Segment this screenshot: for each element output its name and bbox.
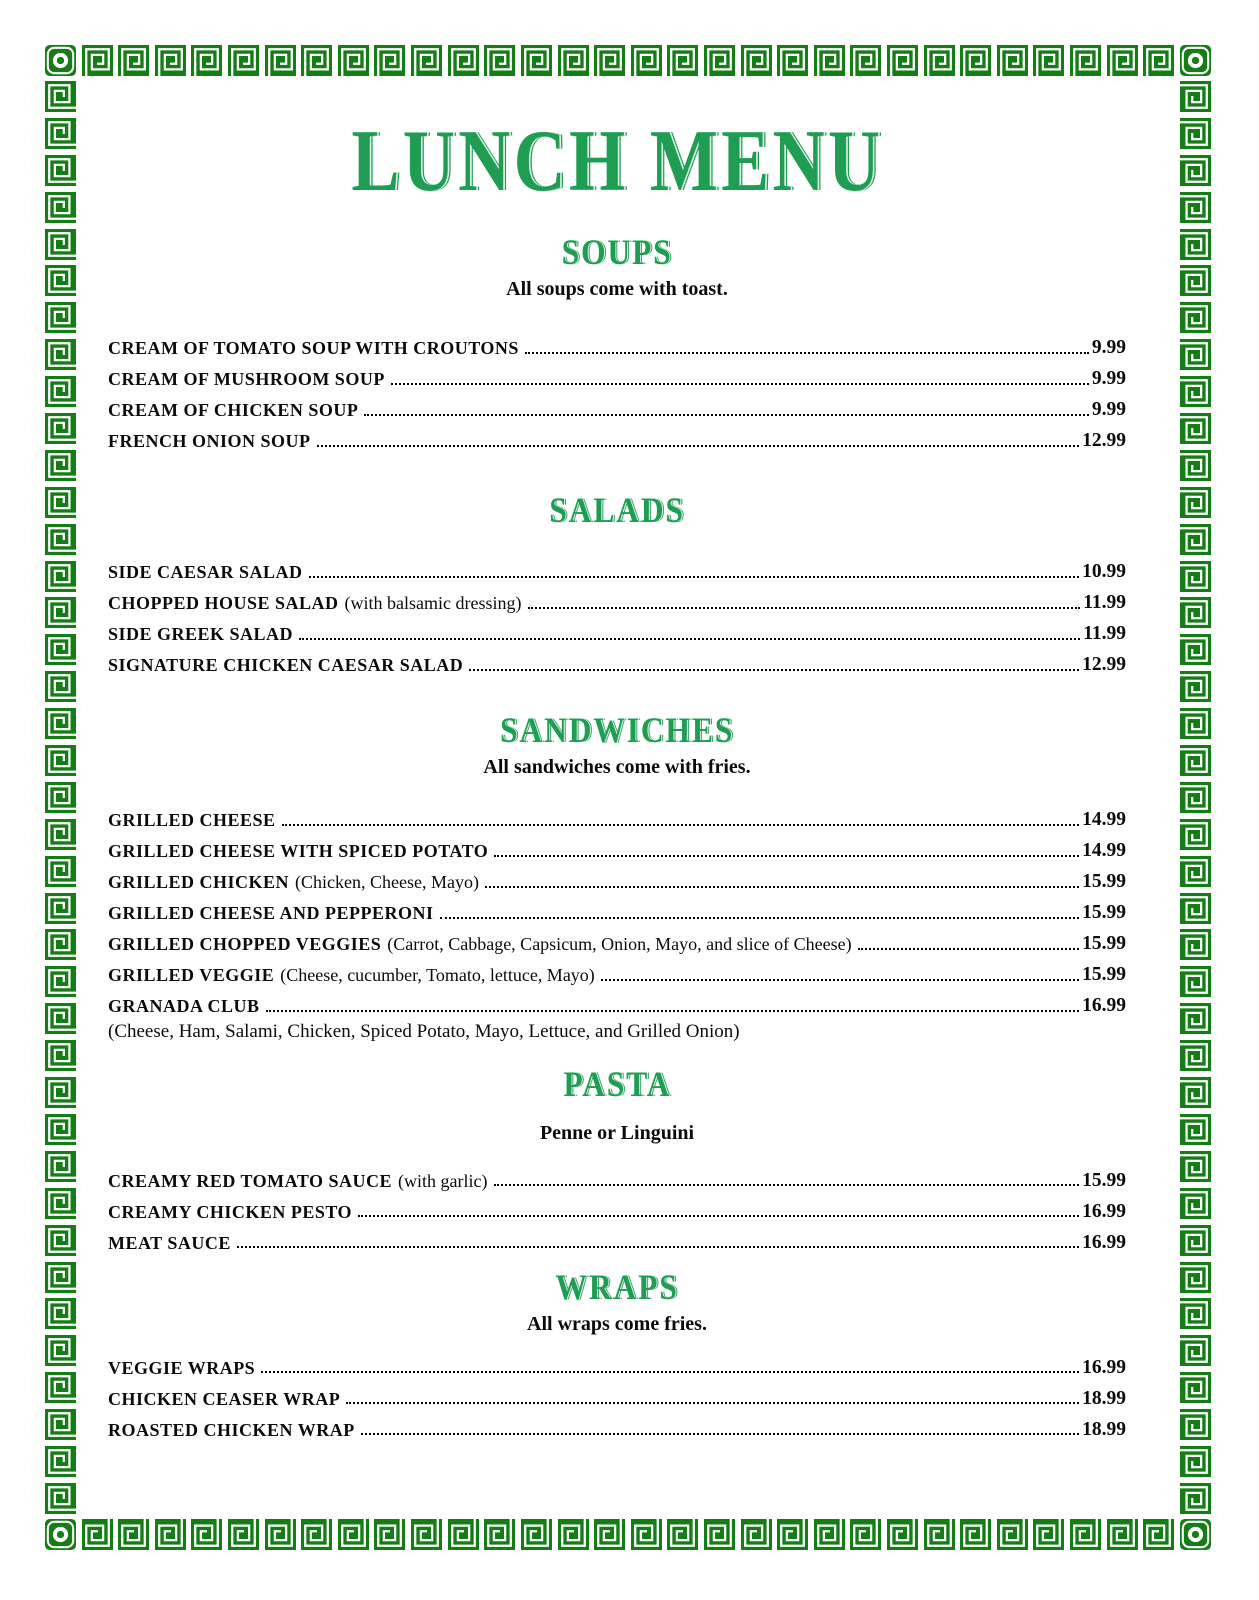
dotted-leader [299,638,1080,640]
menu-section [108,1066,1126,1253]
section-items [108,1347,1126,1440]
greek-key-tile [265,45,296,76]
item-price: 18.99 [1082,1418,1126,1440]
dotted-leader [469,669,1079,671]
greek-key-tile [887,1519,918,1550]
page-title-text: LUNCH MENU [351,113,883,210]
dotted-leader [317,445,1080,447]
greek-key-tile [521,45,552,76]
greek-key-tile [45,192,76,223]
menu-item-row [108,1347,1126,1378]
greek-key-tile [1180,708,1211,739]
dotted-leader [361,1433,1079,1435]
greek-key-tile [45,1483,76,1514]
greek-key-tile [228,45,259,76]
greek-key-tile [45,708,76,739]
item-name: CHOPPED HOUSE SALAD [108,592,339,613]
greek-key-tile [1180,819,1211,850]
item-name: VEGGIE WRAPS [108,1357,256,1378]
menu-item-row [108,862,1126,893]
greek-key-tile [1180,1151,1211,1182]
item-price: 11.99 [1083,592,1126,614]
menu-item-row [108,1222,1126,1253]
greek-key-tile [45,671,76,702]
dotted-leader [282,824,1080,826]
greek-key-tile [45,1225,76,1256]
border-right [1180,81,1211,1514]
greek-key-tile [45,1298,76,1329]
dotted-leader [528,607,1081,609]
greek-key-tile [1180,1372,1211,1403]
menu-item-row [108,1160,1126,1191]
menu-item-row [108,800,1126,831]
menu-item-row [108,614,1126,645]
greek-key-tile [45,1077,76,1108]
item-name: SIDE GREEK SALAD [108,623,294,644]
greek-key-tile [1070,1519,1101,1550]
dotted-leader [391,383,1089,385]
greek-key-tile [1180,1225,1211,1256]
border-top [45,45,1211,76]
menu-item-row [108,893,1126,924]
greek-key-tile [45,376,76,407]
greek-key-tile [1180,1298,1211,1329]
greek-key-tile [1180,1262,1211,1293]
section-title [108,231,1126,272]
greek-key-tile [1143,1519,1174,1550]
section-subtitle: All soups come with toast. [506,277,728,300]
greek-key-tile [484,1519,515,1550]
greek-key-tile [667,45,698,76]
item-price: 9.99 [1091,368,1126,390]
greek-key-tile [374,1519,405,1550]
greek-key-tile [1180,376,1211,407]
greek-key-tile [997,45,1028,76]
greek-key-tile [155,1519,186,1550]
greek-key-tile [45,1188,76,1219]
item-note: (Cheese, Ham, Salami, Chicken, Spiced Potato, Mayo, Lettuce, and Grilled Onion) [108,1020,740,1042]
greek-key-tile [118,45,149,76]
dotted-leader [485,886,1079,888]
menu-section [108,709,1126,1043]
item-price: 15.99 [1082,964,1126,986]
item-name: GRILLED CHEESE [108,809,276,830]
greek-key-tile [45,634,76,665]
item-name: FRENCH ONION SOUP [108,430,311,451]
menu-item-row [108,831,1126,862]
greek-key-tile [1180,1335,1211,1366]
greek-key-tile [45,339,76,370]
greek-key-tile [45,487,76,518]
greek-key-tile [1180,118,1211,149]
dotted-leader [858,948,1080,950]
greek-key-tile [814,1519,845,1550]
greek-key-tile [45,893,76,924]
item-name: CHICKEN CEASER WRAP [108,1388,341,1409]
greek-key-tile [1180,561,1211,592]
greek-key-tile [777,45,808,76]
menu-item-row [108,552,1126,583]
greek-key-tile [155,45,186,76]
menu-content [80,80,1178,1515]
section-title [108,489,1126,530]
greek-key-tile [301,1519,332,1550]
item-name: GRILLED CHICKEN [108,871,290,892]
item-price: 15.99 [1082,871,1126,893]
dotted-leader [346,1402,1079,1404]
greek-key-tile [924,45,955,76]
greek-key-tile [1180,1188,1211,1219]
dotted-leader [440,917,1080,919]
item-description: (Carrot, Cabbage, Capsicum, Onion, Mayo, and slice of Cheese) [387,933,852,954]
item-price: 12.99 [1082,654,1126,676]
greek-key-tile [1180,929,1211,960]
greek-key-tile [45,782,76,813]
greek-key-tile [1033,1519,1064,1550]
item-name: SIGNATURE CHICKEN CAESAR SALAD [108,654,464,675]
item-description: (Chicken, Cheese, Mayo) [295,871,479,892]
greek-key-tile [741,1519,772,1550]
section-title-text: WRAPS [555,1267,679,1308]
greek-key-tile [45,1114,76,1145]
greek-key-tile [1180,782,1211,813]
section-title-text: SANDWICHES [499,709,735,750]
greek-key-tile [1180,671,1211,702]
circle-ring-icon [1180,1519,1211,1550]
greek-key-tile [1180,339,1211,370]
greek-key-tile [45,118,76,149]
greek-key-tile [191,45,222,76]
greek-key-tile [1180,265,1211,296]
section-items [108,328,1126,452]
menu-item-row [108,1409,1126,1440]
greek-key-tile [45,1335,76,1366]
item-name: MEAT SAUCE [108,1232,231,1253]
dotted-leader [358,1215,1079,1217]
greek-key-tile [191,1519,222,1550]
dotted-leader [494,1184,1080,1186]
greek-key-tile [411,45,442,76]
section-subtitle: Penne or Linguini [539,1122,695,1145]
greek-key-tile [777,1519,808,1550]
item-description: (with garlic) [398,1170,488,1191]
greek-key-tile [45,561,76,592]
item-name: ROASTED CHICKEN WRAP [108,1419,355,1440]
section-title-text: SOUPS [561,231,673,272]
greek-key-tile [558,1519,589,1550]
greek-key-tile [82,45,113,76]
item-name: CREAM OF TOMATO SOUP WITH CROUTONS [108,337,519,358]
greek-key-tile [1180,745,1211,776]
greek-key-tile [45,155,76,186]
menu-item-row [108,359,1126,390]
greek-key-tile [1107,45,1138,76]
section-subtitle: All wraps come fries. [527,1313,707,1336]
item-price: 15.99 [1082,933,1126,955]
page-title [108,113,1126,210]
item-price: 16.99 [1082,1231,1126,1253]
greek-key-tile [82,1519,113,1550]
greek-key-tile [45,1446,76,1477]
menu-item-row [108,645,1126,676]
greek-key-tile [45,524,76,555]
item-description: (Cheese, cucumber, Tomato, lettuce, Mayo) [280,964,595,985]
item-name: CREAMY CHICKEN PESTO [108,1201,353,1222]
item-price: 9.99 [1091,337,1126,359]
greek-key-tile [338,1519,369,1550]
item-price: 10.99 [1082,561,1126,583]
greek-key-tile [45,265,76,296]
circle-ring-icon [1180,45,1211,76]
greek-key-tile [1180,1077,1211,1108]
menu-item-row [108,986,1126,1017]
menu-item-row [108,328,1126,359]
menu-section [108,1269,1126,1440]
menu-sections [108,231,1126,1441]
greek-key-tile [448,1519,479,1550]
greek-key-tile [850,1519,881,1550]
border-bottom [45,1519,1211,1550]
greek-key-tile [448,45,479,76]
greek-key-tile [484,45,515,76]
dotted-leader [266,1010,1080,1012]
item-name: GRILLED VEGGIE [108,964,275,985]
menu-section [108,231,1126,452]
item-name: SIDE CAESAR SALAD [108,561,303,582]
greek-key-tile [667,1519,698,1550]
menu-item-row [108,1191,1126,1222]
greek-key-tile [338,45,369,76]
greek-key-tile [45,413,76,444]
greek-key-tile [411,1519,442,1550]
section-title [108,709,1126,750]
greek-key-tile [1180,1003,1211,1034]
greek-key-tile [1180,856,1211,887]
greek-key-tile [45,966,76,997]
section-items [108,552,1126,676]
menu-item-row [108,955,1126,986]
dotted-leader [309,576,1080,578]
section-title [108,1267,1126,1308]
item-price: 12.99 [1082,430,1126,452]
section-items [108,800,1126,1043]
item-price: 9.99 [1091,399,1126,421]
greek-key-tile [45,450,76,481]
menu-item-row [108,421,1126,452]
item-name: CREAMY RED TOMATO SAUCE [108,1170,393,1191]
menu-item-row [108,1378,1126,1409]
greek-key-tile [265,1519,296,1550]
greek-key-tile [631,1519,662,1550]
greek-key-tile [45,1262,76,1293]
section-title [108,1064,1126,1105]
greek-key-tile [594,1519,625,1550]
dotted-leader [261,1371,1079,1373]
item-name: CREAM OF CHICKEN SOUP [108,399,359,420]
greek-key-tile [1107,1519,1138,1550]
item-price: 15.99 [1082,1169,1126,1191]
greek-key-tile [997,1519,1028,1550]
item-name: GRANADA CLUB [108,995,260,1016]
greek-key-tile [1180,1040,1211,1071]
border-left [45,81,76,1514]
item-price: 14.99 [1082,809,1126,831]
item-name: GRILLED CHOPPED VEGGIES [108,933,382,954]
greek-key-tile [1180,597,1211,628]
section-title-text: PASTA [563,1064,671,1105]
greek-key-tile [45,1151,76,1182]
menu-section [108,489,1126,676]
item-price: 18.99 [1082,1387,1126,1409]
greek-key-tile [1180,1114,1211,1145]
greek-key-tile [814,45,845,76]
greek-key-tile [887,45,918,76]
item-price: 11.99 [1083,623,1126,645]
greek-key-tile [1180,1446,1211,1477]
item-name: GRILLED CHEESE AND PEPPERONI [108,902,434,923]
greek-key-tile [850,45,881,76]
circle-ring-icon [45,1519,76,1550]
greek-key-tile [45,745,76,776]
greek-key-tile [1033,45,1064,76]
greek-key-tile [45,229,76,260]
item-price: 14.99 [1082,840,1126,862]
greek-key-tile [45,1003,76,1034]
greek-key-tile [45,819,76,850]
greek-key-tile [228,1519,259,1550]
circle-ring-icon [45,45,76,76]
greek-key-tile [1180,893,1211,924]
greek-key-tile [1180,450,1211,481]
greek-key-tile [45,302,76,333]
greek-key-tile [1180,487,1211,518]
greek-key-tile [1180,413,1211,444]
greek-key-tile [45,856,76,887]
menu-item-row [108,583,1126,614]
greek-key-tile [1180,192,1211,223]
greek-key-tile [45,1372,76,1403]
item-name: GRILLED CHEESE WITH SPICED POTATO [108,840,489,861]
greek-key-tile [45,1409,76,1440]
dotted-leader [494,855,1079,857]
menu-item-row [108,924,1126,955]
greek-key-tile [45,597,76,628]
greek-key-tile [45,1040,76,1071]
greek-key-tile [1180,229,1211,260]
greek-key-tile [558,45,589,76]
greek-key-tile [1180,1409,1211,1440]
greek-key-tile [1180,966,1211,997]
greek-key-tile [1180,1483,1211,1514]
section-title-text: SALADS [549,489,685,530]
greek-key-tile [301,45,332,76]
dotted-leader [601,979,1079,981]
greek-key-tile [1143,45,1174,76]
dotted-leader [364,414,1089,416]
greek-key-tile [704,1519,735,1550]
greek-key-tile [1180,634,1211,665]
dotted-leader [237,1246,1079,1248]
greek-key-tile [924,1519,955,1550]
greek-key-tile [45,929,76,960]
section-items [108,1160,1126,1253]
greek-key-tile [631,45,662,76]
greek-key-tile [1180,81,1211,112]
greek-key-tile [45,81,76,112]
item-description: (with balsamic dressing) [344,592,522,613]
greek-key-tile [1180,524,1211,555]
greek-key-tile [741,45,772,76]
greek-key-tile [374,45,405,76]
greek-key-tile [704,45,735,76]
item-price: 16.99 [1082,1200,1126,1222]
greek-key-tile [960,45,991,76]
item-price: 16.99 [1082,1356,1126,1378]
item-price: 15.99 [1082,902,1126,924]
greek-key-tile [1070,45,1101,76]
greek-key-tile [594,45,625,76]
section-subtitle: All sandwiches come with fries. [483,755,751,778]
item-name: CREAM OF MUSHROOM SOUP [108,368,385,389]
item-price: 16.99 [1082,995,1126,1017]
greek-key-tile [118,1519,149,1550]
dotted-leader [525,352,1089,354]
greek-key-tile [1180,302,1211,333]
greek-key-tile [521,1519,552,1550]
greek-key-tile [960,1519,991,1550]
greek-key-tile [1180,155,1211,186]
menu-item-row [108,390,1126,421]
